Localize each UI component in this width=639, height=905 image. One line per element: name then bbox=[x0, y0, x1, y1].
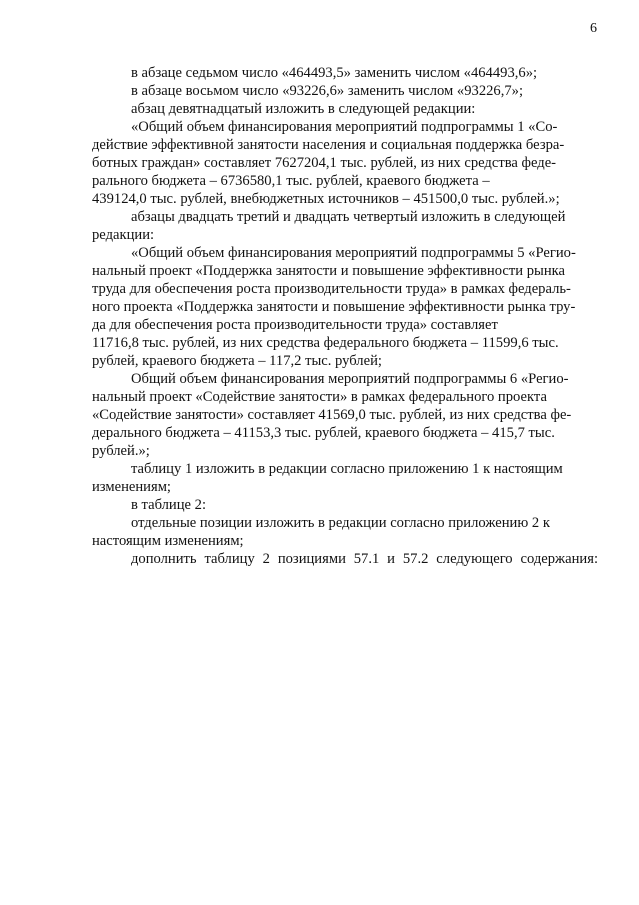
paragraph-10: отдельные позиции изложить в редакции согласно приложению 2 к настоящим изменениям; bbox=[92, 515, 550, 549]
paragraph-11: дополнить таблицу 2 позициями 57.1 и 57.2 следующего содержания: bbox=[131, 551, 598, 567]
paragraph-7: Общий объем финансирования мероприятий подпрограммы 6 «Регио- нальный проект «Содействие занятости» в рамках федерального проекта «Содействие занятости» составляет 41569,0 тыс. рублей, из них средства фе- дерального бюджета – 41153,3 тыс. рублей, краевого бюджета – 415,7 тыс. рублей.»; bbox=[92, 371, 572, 459]
paragraph-8: таблицу 1 изложить в редакции согласно приложению 1 к настоящим изменениям; bbox=[92, 461, 563, 495]
paragraph-2: в абзаце восьмом число «93226,6» заменить числом «93226,7»; bbox=[131, 83, 524, 99]
paragraph-5: абзацы двадцать третий и двадцать четвертый изложить в следующей редакции: bbox=[92, 209, 566, 243]
paragraph-3: абзац девятнадцатый изложить в следующей редакции: bbox=[131, 101, 476, 117]
document-body bbox=[92, 64, 598, 568]
page-number: 6 bbox=[590, 21, 597, 36]
paragraph-4: «Общий объем финансирования мероприятий подпрограммы 1 «Со- действие эффективной занятости населения и социальная поддержка безра- ботных граждан» составляет 7627204,1 тыс. рублей, из них средства феде- рального бюджета – 6736580,1 тыс. рублей, краевого бюджета – 439124,0 тыс. рублей, внебюджетных источников – 451500,0 тыс. рублей.»; bbox=[92, 119, 565, 207]
paragraph-1: в абзаце седьмом число «464493,5» заменить числом «464493,6»; bbox=[131, 65, 538, 81]
paragraph-6: «Общий объем финансирования мероприятий подпрограммы 5 «Регио- нальный проект «Поддержка занятости и повышение эффективности рынка труда для обеспечения роста производительности труда» в рамках федераль- ного проекта «Поддержка занятости и повышение эффективности рынка тру- да для обеспечения роста производительности труда» составляет 11716,8 тыс. рублей, из них средства федерального бюджета – 11599,6 тыс. рублей, краевого бюджета – 117,2 тыс. рублей; bbox=[92, 245, 576, 369]
paragraph-9: в таблице 2: bbox=[131, 497, 207, 513]
